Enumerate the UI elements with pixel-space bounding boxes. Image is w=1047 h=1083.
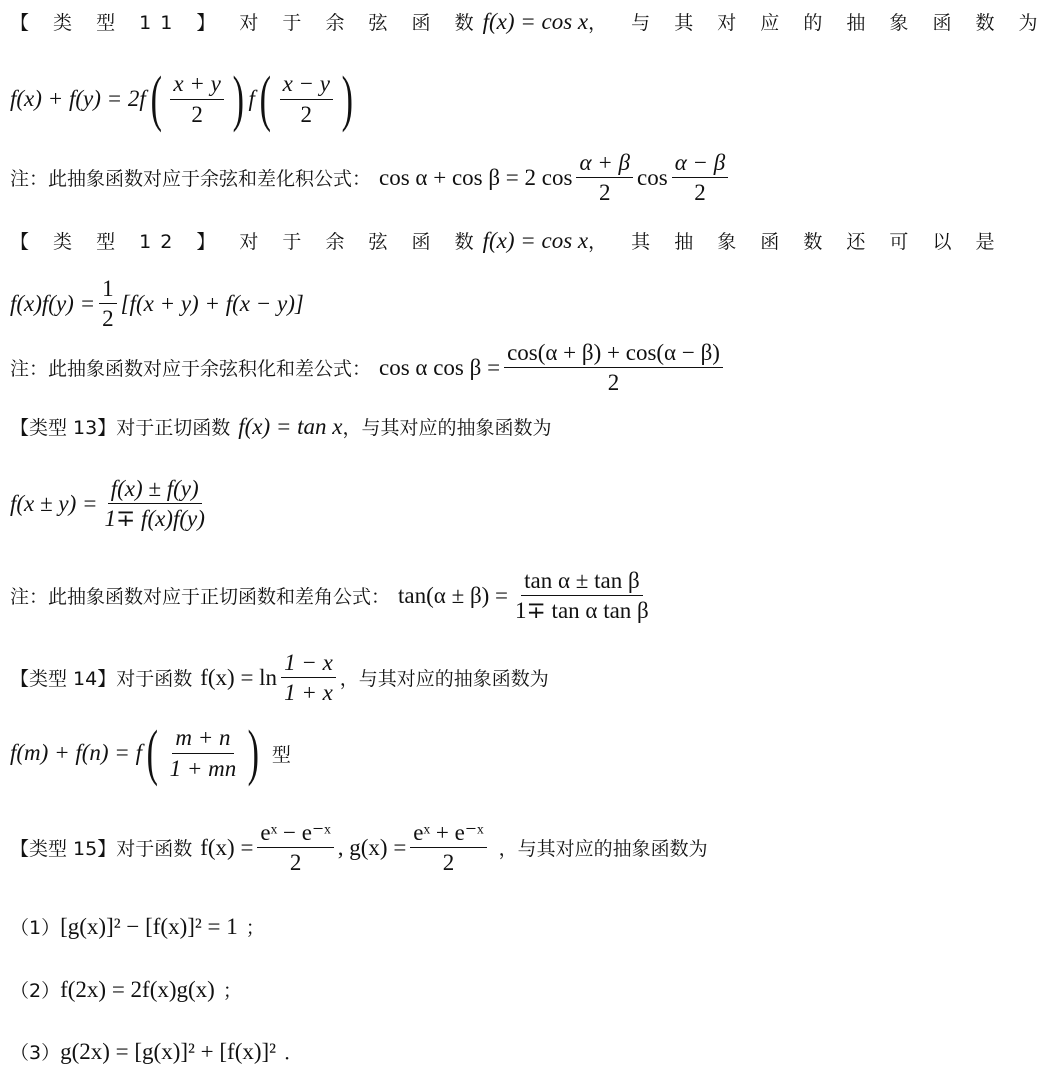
type11-fraction-2 xyxy=(280,71,333,127)
type11-paren-1: ( $\frac{x + y}{2}$ ) xyxy=(150,65,244,133)
type11-fraction-1-num: x + y xyxy=(170,71,223,99)
type15-heading-line xyxy=(10,820,708,876)
type11-note-fraction-1 xyxy=(576,150,633,206)
type15-item-1-expr: [g(x)]² − [f(x)]² = 1 xyxy=(60,913,238,939)
type12-heading-line xyxy=(10,227,1004,254)
type15-g-den: 2 xyxy=(442,850,455,876)
type14-heading-line xyxy=(10,650,549,706)
type11-fraction-1-den: 2 xyxy=(191,101,203,127)
type15-heading: 【类型 15】对于函数 xyxy=(10,838,193,861)
type11-note-fraction-1-num: α + β xyxy=(576,150,633,178)
type13-note-label: 注：此抽象函数对应于正切函数和差角公式： xyxy=(10,586,391,609)
type11-note-lhs: cos α + cos β = 2 cos xyxy=(379,164,573,190)
type15-item-3-end: ． xyxy=(284,1042,304,1064)
type12-intro-tail: ， 其 抽 象 函 数 还 可 以 是 xyxy=(588,231,1004,253)
type11-note xyxy=(10,150,732,206)
type12-half-fraction xyxy=(99,276,117,332)
type14-function-num: 1 − x xyxy=(281,650,336,678)
type15-g-num: eˣ + e⁻ˣ xyxy=(410,820,486,848)
type15-item-1 xyxy=(10,913,265,940)
type11-formula-lhs: f(x) + f(y) = 2f xyxy=(10,86,146,111)
type11-heading: 【 类 型 11 】 对 于 余 弦 函 数 xyxy=(10,12,483,34)
type15-f-num: eˣ − e⁻ˣ xyxy=(257,820,333,848)
type14-function-lhs: f(x) = ln xyxy=(200,664,278,690)
type11-paren-2: ( $\frac{x - y}{2}$ ) xyxy=(259,65,354,133)
type11-fraction-1 xyxy=(170,71,223,127)
type14-formula-lhs: f(m) + f(n) = f xyxy=(10,740,142,765)
type15-item-3-expr: g(2x) = [g(x)]² + [f(x)]² xyxy=(60,1038,277,1064)
type15-item-2-label: （2） xyxy=(10,980,61,1002)
type15-g-lhs: , g(x) = xyxy=(337,834,407,860)
type15-f-den: 2 xyxy=(289,850,302,876)
type14-intro-tail: ，与其对应的抽象函数为 xyxy=(339,668,549,691)
type13-heading-line xyxy=(10,413,552,440)
type11-formula xyxy=(10,65,358,133)
type12-formula-lhs: f(x)f(y) = xyxy=(10,290,96,316)
type11-function: f(x) = cos x xyxy=(482,8,589,34)
type14-paren: ( $\frac{m + n}{1 + mn}$ ) xyxy=(146,719,260,787)
type11-note-fraction-1-den: 2 xyxy=(598,180,611,206)
type12-half-num: 1 xyxy=(99,276,117,304)
type15-item-2-expr: f(2x) = 2f(x)g(x) xyxy=(60,976,215,1002)
type14-function-den: 1 + x xyxy=(284,680,333,706)
type15-item-3 xyxy=(10,1038,303,1065)
type11-note-label: 注：此抽象函数对应于余弦和差化积公式： xyxy=(10,168,372,191)
type12-note-fraction xyxy=(504,340,723,396)
type13-heading: 【类型 13】对于正切函数 xyxy=(10,417,231,439)
type15-item-1-end: ； xyxy=(245,917,265,939)
type14-suffix: 型 xyxy=(271,743,291,766)
type14-function-fraction xyxy=(281,650,336,706)
type13-function: f(x) = tan x xyxy=(238,413,343,439)
type12-note-lhs: cos α cos β = xyxy=(379,354,501,380)
type12-half-den: 2 xyxy=(102,306,114,332)
type11-fraction-2-den: 2 xyxy=(300,101,313,127)
type12-note-num: cos(α + β) + cos(α − β) xyxy=(504,340,723,368)
type14-fraction-num: m + n xyxy=(172,725,233,753)
type15-f-lhs: f(x) = xyxy=(200,834,254,860)
type12-function: f(x) = cos x xyxy=(482,227,589,253)
type13-fraction-num: f(x) ± f(y) xyxy=(108,476,202,504)
type14-formula xyxy=(10,719,291,787)
type15-item-2 xyxy=(10,976,242,1003)
type12-note-label: 注：此抽象函数对应于余弦积化和差公式： xyxy=(10,358,372,381)
type11-note-fraction-2-den: 2 xyxy=(694,180,706,206)
type15-item-2-end: ； xyxy=(222,980,242,1002)
type13-note xyxy=(10,568,656,624)
type11-note-fraction-2 xyxy=(672,150,729,206)
type12-heading: 【 类 型 12 】 对 于 余 弦 函 数 xyxy=(10,231,483,253)
type13-note-fraction xyxy=(512,568,652,624)
type11-intro-tail: ， 与 其 对 应 的 抽 象 函 数 为 xyxy=(588,12,1047,34)
type11-note-mid: cos xyxy=(637,164,668,190)
type12-note xyxy=(10,340,727,396)
type13-intro-tail: ，与其对应的抽象函数为 xyxy=(342,417,552,439)
type13-formula-lhs: f(x ± y) = xyxy=(10,490,98,516)
type13-formula xyxy=(10,476,212,532)
type15-f-fraction xyxy=(257,820,333,876)
type15-intro-tail: ，与其对应的抽象函数为 xyxy=(498,838,708,861)
type13-note-lhs: tan(α ± β) = xyxy=(398,582,509,608)
type12-formula xyxy=(10,276,304,332)
type11-formula-mid: f xyxy=(248,86,255,111)
type11-heading-line xyxy=(10,8,1047,35)
type11-note-fraction-2-num: α − β xyxy=(672,150,729,178)
type11-fraction-2-num: x − y xyxy=(280,71,333,99)
type15-item-1-label: （1） xyxy=(10,917,61,939)
type14-fraction-den: 1 + mn xyxy=(169,755,237,781)
type12-note-den: 2 xyxy=(607,370,620,396)
type13-fraction-den: 1∓ f(x)f(y) xyxy=(104,506,205,532)
type13-fraction xyxy=(102,476,208,532)
type15-g-fraction xyxy=(410,820,486,876)
type14-fraction xyxy=(167,725,240,781)
type15-item-3-label: （3） xyxy=(10,1042,61,1064)
type13-note-num: tan α ± tan β xyxy=(521,568,643,596)
type12-formula-rhs: [f(x + y) + f(x − y)] xyxy=(120,290,304,316)
type13-note-den: 1∓ tan α tan β xyxy=(515,598,649,624)
type14-heading: 【类型 14】对于函数 xyxy=(10,668,193,691)
